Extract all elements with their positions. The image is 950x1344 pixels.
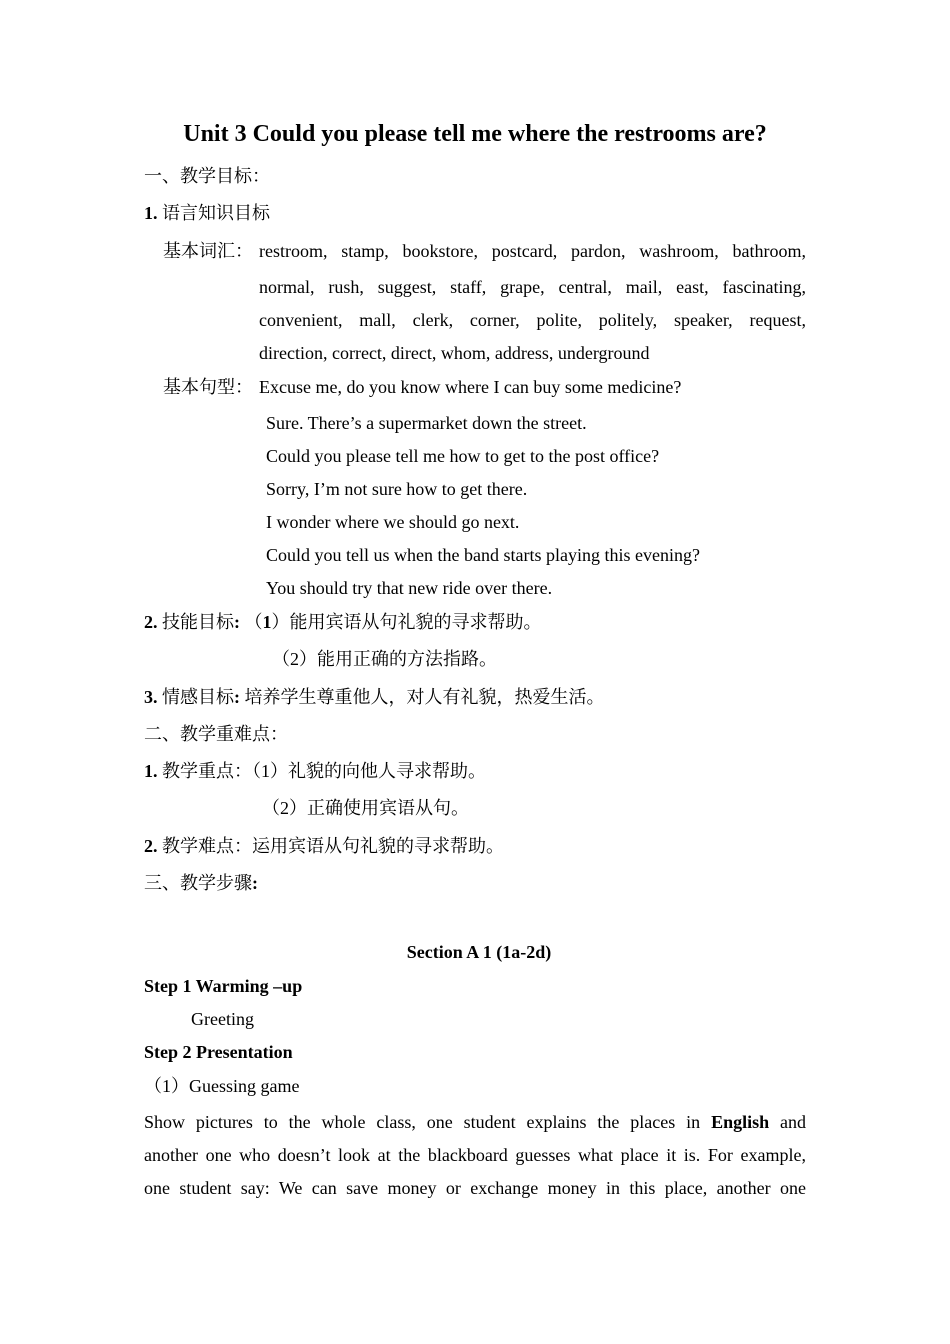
paragraph-line: another one who doesn’t look at the blackboard guesses what place it is. For example,	[144, 1145, 806, 1165]
language-goal-heading	[144, 202, 270, 224]
sentence-line: Sorry, I’m not sure how to get there.	[266, 479, 528, 499]
sentence-line: Excuse me, do you know where I can buy some medicine?	[259, 377, 682, 397]
steps-heading-colon: :	[252, 873, 258, 893]
paragraph-bold-word: English	[711, 1112, 770, 1132]
skill-goal-colon: :	[234, 612, 240, 632]
page-title: Unit 3 Could you please tell me where the restrooms are?	[183, 121, 767, 147]
emotion-goal-label: 情感目标	[162, 687, 234, 707]
paragraph-line	[144, 1111, 806, 1133]
skill-goal-item1-open: （	[244, 612, 263, 632]
vocab-line: normal, rush, suggest, staff, grape, central, mail, east, fascinating,	[259, 277, 806, 297]
sentence-line: Could you please tell me how to get to the post office?	[266, 446, 660, 466]
difficult-point-text: 教学难点：运用宾语从句礼貌的寻求帮助。	[162, 836, 504, 856]
vocab-line: restroom, stamp, bookstore, postcard, pardon, washroom, bathroom,	[259, 241, 806, 261]
sentences-label: 基本句型：	[163, 377, 253, 397]
sentence-line: You should try that new ride over there.	[266, 578, 553, 598]
paragraph-line: one student say: We can save money or exchange money in this place, another one	[144, 1178, 806, 1198]
skill-goal-number: 2.	[144, 612, 158, 632]
key-point-text: 教学重点：（1）礼貌的向他人寻求帮助。	[162, 761, 486, 781]
section-title: Section A 1 (1a-2d)	[406, 942, 552, 962]
step2-sub: （1）Guessing game	[144, 1076, 300, 1096]
skill-goal-item1-text: ）能用宾语从句礼貌的寻求帮助。	[271, 612, 542, 632]
language-goal-number: 1.	[144, 203, 158, 223]
emotion-goal-colon: :	[234, 687, 240, 707]
emotion-goal	[144, 686, 605, 708]
skill-goal-item2: （2）能用正确的方法指路。	[272, 649, 497, 669]
key-point-number: 1.	[144, 761, 158, 781]
skill-goal-label: 技能目标	[162, 612, 234, 632]
difficult-point-number: 2.	[144, 836, 158, 856]
vocab-line: convenient, mall, clerk, corner, polite, politely, speaker, request,	[259, 310, 806, 330]
paragraph-text: Show pictures to the whole class, one student explains the places in	[144, 1112, 701, 1132]
objectives-heading: 一、教学目标：	[144, 166, 270, 186]
steps-heading-text: 三、教学步骤	[144, 873, 252, 893]
step1-content: Greeting	[191, 1009, 254, 1029]
sentence-line: Sure. There’s a supermarket down the street.	[266, 413, 587, 433]
paragraph-text: and	[780, 1112, 806, 1132]
key-point-item2: （2）正确使用宾语从句。	[262, 798, 469, 818]
language-goal-label: 语言知识目标	[162, 203, 270, 223]
emotion-goal-number: 3.	[144, 687, 158, 707]
sentence-line: Could you tell us when the band starts playing this evening?	[266, 545, 700, 565]
step2-title: Step 2 Presentation	[144, 1042, 293, 1062]
vocab-label: 基本词汇：	[163, 241, 253, 261]
skill-goal-item1-number: 1	[262, 612, 272, 632]
vocab-line: direction, correct, direct, whom, address, underground	[259, 343, 650, 363]
keypoints-heading: 二、教学重难点：	[144, 724, 288, 744]
steps-heading	[144, 872, 258, 894]
step1-title: Step 1 Warming –up	[144, 976, 303, 996]
sentence-line: I wonder where we should go next.	[266, 512, 520, 532]
difficult-point	[144, 835, 504, 857]
key-point	[144, 760, 486, 782]
emotion-goal-text: 培养学生尊重他人，对人有礼貌，热爱生活。	[240, 687, 605, 707]
skill-goal	[144, 611, 542, 633]
